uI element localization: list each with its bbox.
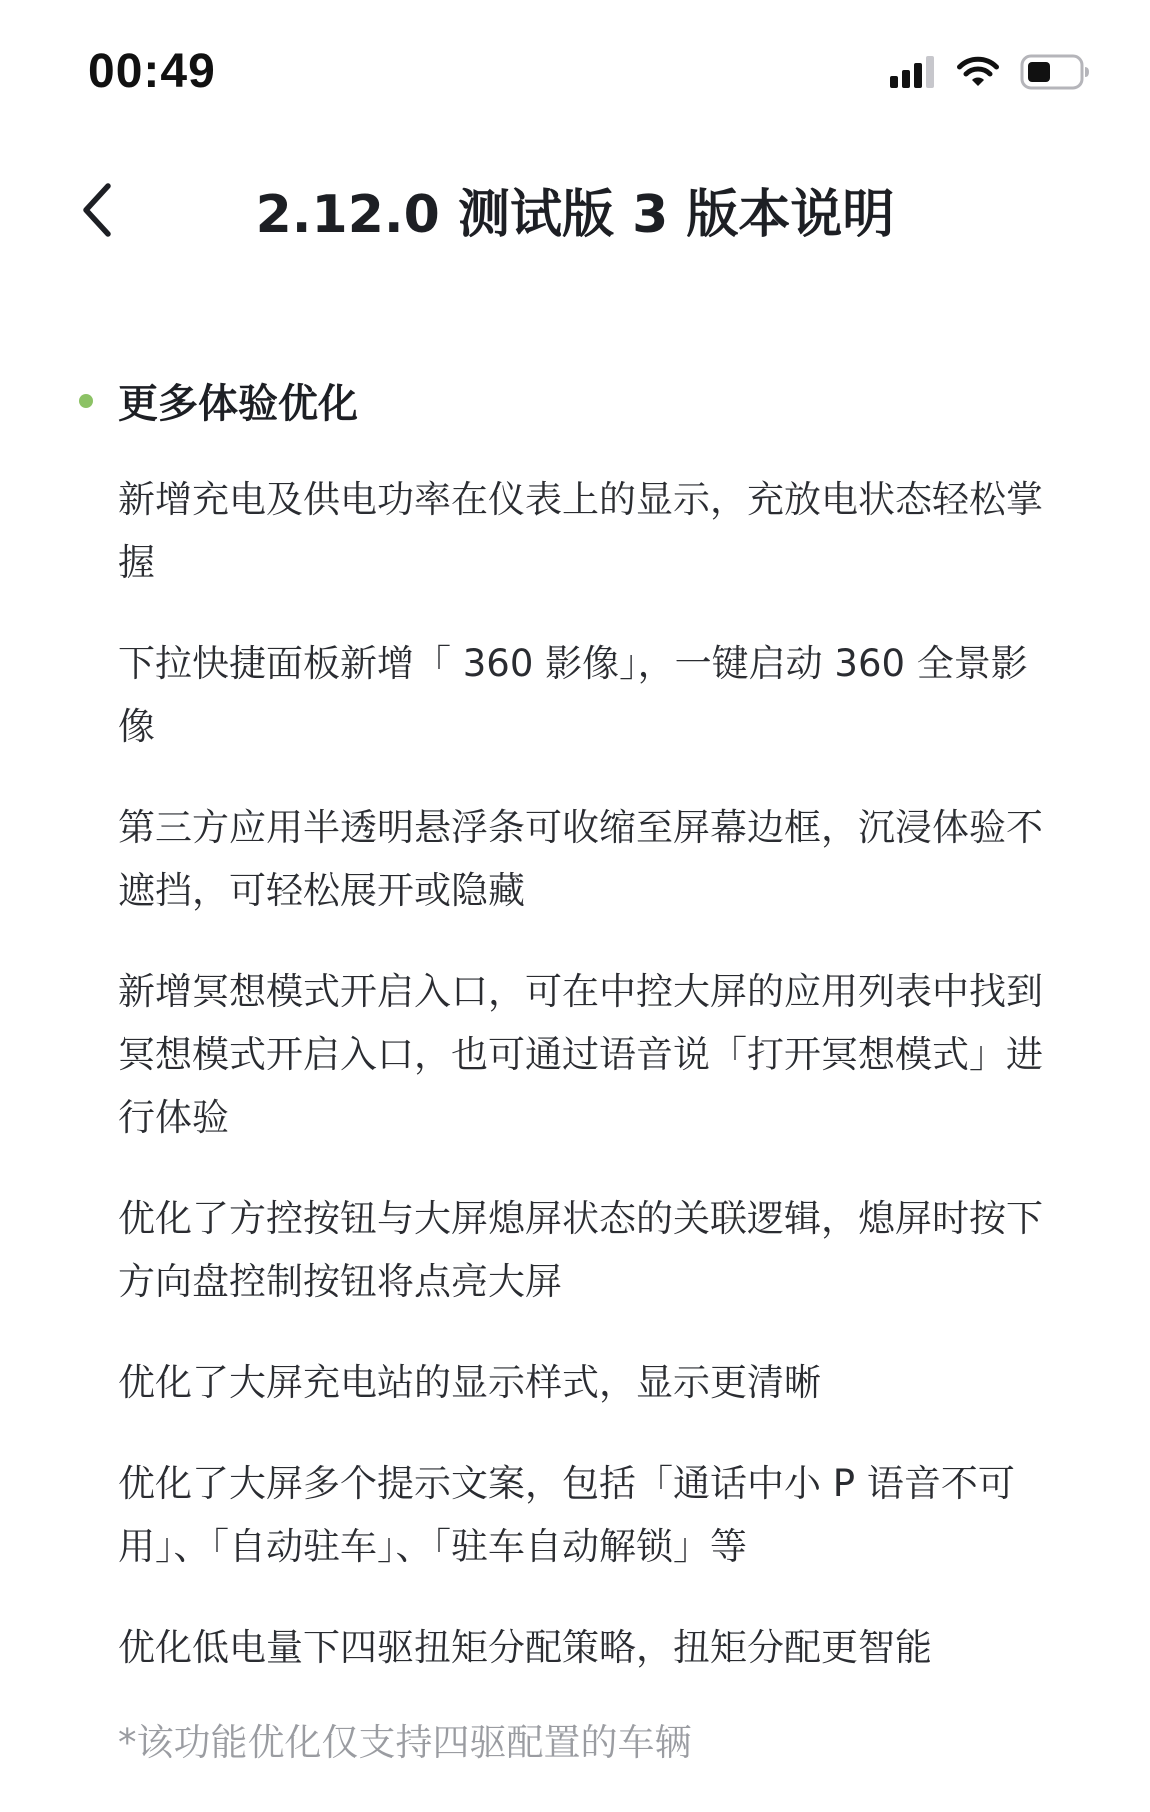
battery-icon xyxy=(1020,54,1090,90)
back-button[interactable] xyxy=(62,162,132,262)
list-item: 优化了大屏充电站的显示样式，显示更清晰 xyxy=(118,1361,821,1404)
list-item: 优化了方控按钮与大屏熄屏状态的关联逻辑，熄屏时按下方向盘控制按钮将点亮大屏 xyxy=(118,1197,1043,1303)
list-item: 新增充电及供电功率在仪表上的显示，充放电状态轻松掌握 xyxy=(118,478,1043,584)
wifi-icon xyxy=(956,55,1000,89)
nav-bar xyxy=(0,150,1150,280)
section-header xyxy=(0,360,1150,440)
footnote: *该功能优化仅支持四驱配置的车辆 xyxy=(118,1721,692,1764)
signal-icon xyxy=(890,56,936,88)
list-item: 第三方应用半透明悬浮条可收缩至屏幕边框，沉浸体验不遮挡，可轻松展开或隐藏 xyxy=(118,806,1043,912)
status-time: 00:49 xyxy=(88,45,216,98)
list-item: 优化低电量下四驱扭矩分配策略，扭矩分配更智能 xyxy=(118,1626,932,1669)
list-item: 下拉快捷面板新增「 360 影像」，一键启动 360 全景影像 xyxy=(118,642,1028,748)
chevron-left-icon xyxy=(80,182,114,242)
release-notes-content xyxy=(0,360,1150,1774)
list-item: 新增冥想模式开启入口，可在中控大屏的应用列表中找到冥想模式开启入口，也可通过语音说「打开冥想模式」进行体验 xyxy=(118,970,1043,1139)
section-title: 更多体验优化 xyxy=(118,380,358,427)
list-item: 优化了大屏多个提示文案，包括「通话中小 P 语音不可用」、「自动驻车」、「驻车自动解锁」等 xyxy=(118,1462,1015,1568)
status-bar xyxy=(0,0,1150,150)
status-icons xyxy=(890,52,1090,92)
release-note-list xyxy=(0,468,1150,1679)
section-bullet-dot xyxy=(79,394,93,408)
page-title: 2.12.0 测试版 3 版本说明 xyxy=(255,185,895,245)
